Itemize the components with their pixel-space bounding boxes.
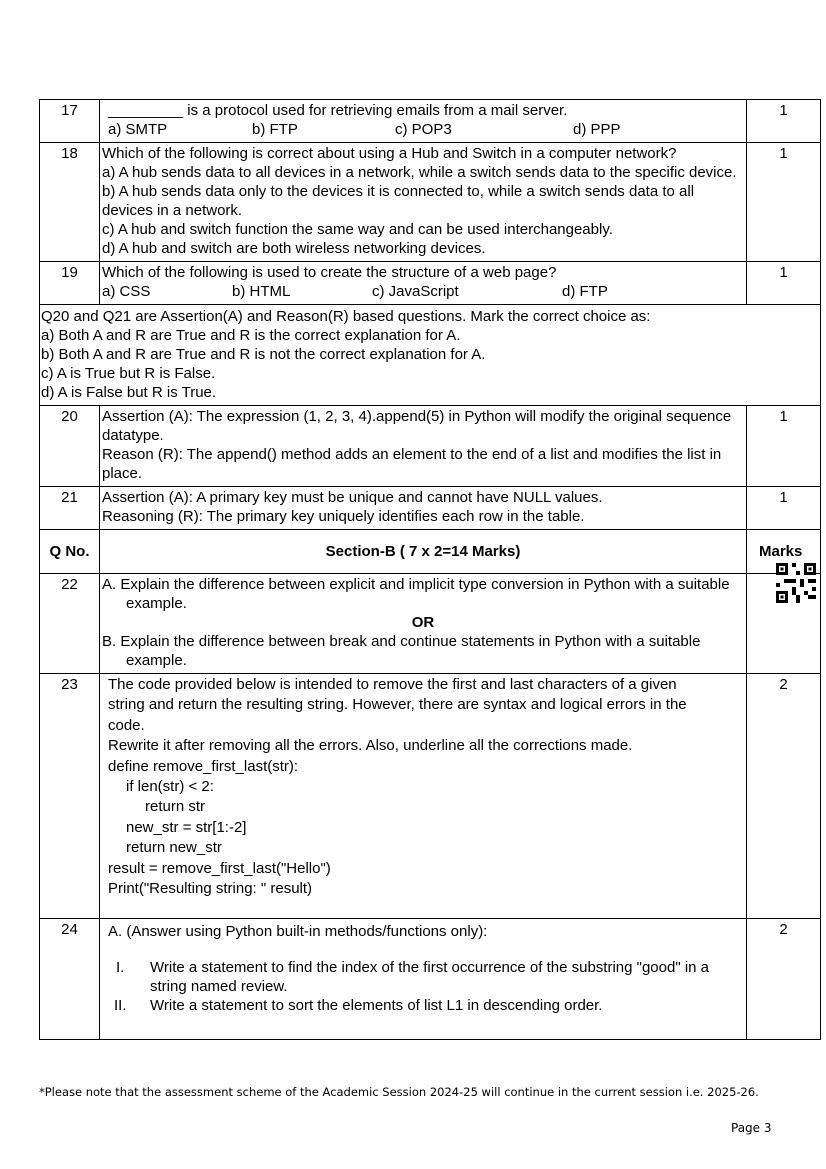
marks: 1	[747, 406, 821, 487]
question-number: 24	[40, 919, 100, 1040]
sub-question-i	[102, 958, 744, 996]
code-line: return new_str	[126, 839, 222, 857]
question-row-21	[40, 487, 821, 530]
question-number: 19	[40, 262, 100, 305]
page-number: Page 3	[731, 1121, 772, 1135]
marks: 2	[747, 674, 821, 919]
assertion: Assertion (A): The expression (1, 2, 3, 4).append(5) in Python will modify the original sequence datatype.	[102, 408, 732, 444]
question-row-18	[40, 143, 821, 262]
question-text: A. (Answer using Python built-in methods/functions only):	[108, 923, 488, 940]
instruction-line: Q20 and Q21 are Assertion(A) and Reason(R) based questions. Mark the correct choice as:	[41, 308, 651, 325]
questions-table	[39, 99, 821, 1040]
qno-header: Q No.	[40, 530, 100, 574]
question-number: 18	[40, 143, 100, 262]
question-number: 17	[40, 100, 100, 143]
choice-c: c) A is True but R is False.	[41, 365, 216, 382]
choice-d: d) A is False but R is True.	[41, 384, 217, 401]
instruction: Rewrite it after removing all the errors. Also, underline all the corrections made.	[108, 737, 633, 755]
option-d: d) FTP	[562, 283, 608, 300]
code-line: result = remove_first_last("Hello")	[108, 859, 331, 877]
option-b: B. Explain the difference between break and continue statements in Python with a suitable example.	[102, 633, 701, 669]
sub-question-text: Write a statement to sort the elements of list L1 in descending order.	[150, 997, 603, 1015]
question-row-17	[40, 100, 821, 143]
option-a: A. Explain the difference between explicit and implicit type conversion in Python with a suitable example.	[102, 576, 730, 612]
qr-code-icon	[776, 563, 816, 603]
question-row-19	[40, 262, 821, 305]
marks-header: Marks	[747, 530, 821, 574]
option-a: a) A hub sends data to all devices in a network, while a switch sends data to the specific device.	[102, 164, 737, 181]
assertion-reason-instructions	[40, 305, 821, 406]
marks: 1	[747, 487, 821, 530]
question-row-23	[40, 674, 821, 919]
code-line: Print("Resulting string: " result)	[108, 880, 313, 898]
choice-b: b) Both A and R are True and R is not the correct explanation for A.	[41, 346, 486, 363]
marks: 1	[747, 262, 821, 305]
question-number: 21	[40, 487, 100, 530]
reason: Reasoning (R): The primary key uniquely identifies each row in the table.	[102, 508, 585, 525]
choice-a: a) Both A and R are True and R is the correct explanation for A.	[41, 327, 461, 344]
marks: 1	[747, 100, 821, 143]
option-c: c) A hub and switch function the same way and can be used interchangeably.	[102, 221, 613, 238]
option-a: a) SMTP	[108, 121, 168, 138]
option-a: a) CSS	[102, 283, 151, 300]
options	[108, 120, 744, 139]
question-row-20	[40, 406, 821, 487]
roman-number: II.	[114, 997, 127, 1015]
question-number: 20	[40, 406, 100, 487]
option-c: c) POP3	[395, 121, 452, 138]
option-d: d) A hub and switch are both wireless networking devices.	[102, 240, 486, 257]
code-line: new_str = str[1:-2]	[126, 818, 247, 836]
roman-number: I.	[116, 959, 125, 977]
question-text: The code provided below is intended to remove the first and last characters of a given string and return the resulting string. However, there are syntax and logical errors in the code.	[108, 676, 687, 734]
option-b: b) HTML	[232, 283, 291, 300]
reason: Reason (R): The append() method adds an element to the end of a list and modifies the list in place.	[102, 446, 722, 482]
question-text: Which of the following is used to create the structure of a web page?	[102, 264, 557, 281]
code-line: if len(str) < 2:	[126, 778, 214, 796]
option-b: b) FTP	[252, 121, 298, 138]
question-row-22	[40, 574, 821, 674]
question-text: Which of the following is correct about using a Hub and Switch in a computer network?	[102, 145, 677, 162]
sub-question-ii	[102, 996, 744, 1015]
or-separator: OR	[411, 614, 435, 631]
question-text: _________ is a protocol used for retrieving emails from a mail server.	[108, 102, 568, 119]
question-number: 22	[40, 574, 100, 674]
option-d: d) PPP	[573, 121, 621, 138]
code-line: define remove_first_last(str):	[108, 757, 299, 775]
footer-note: *Please note that the assessment scheme of the Academic Session 2024-25 will continue in the current session i.e. 2025-26.	[39, 1085, 759, 1099]
section-title: Section-B ( 7 x 2=14 Marks)	[100, 530, 747, 574]
marks: 1	[747, 143, 821, 262]
option-b: b) A hub sends data only to the devices it is connected to, while a switch sends data to all devices in a network.	[102, 183, 695, 219]
options	[102, 282, 744, 301]
sub-question-text: Write a statement to find the index of the first occurrence of the substring "good" in a string named review.	[150, 959, 710, 996]
option-c: c) JavaScript	[372, 283, 459, 300]
section-header	[40, 530, 821, 574]
code-line: return str	[145, 798, 206, 816]
question-number: 23	[40, 674, 100, 919]
marks: 2	[747, 919, 821, 1040]
assertion: Assertion (A): A primary key must be unique and cannot have NULL values.	[102, 489, 603, 506]
question-row-24	[40, 919, 821, 1040]
